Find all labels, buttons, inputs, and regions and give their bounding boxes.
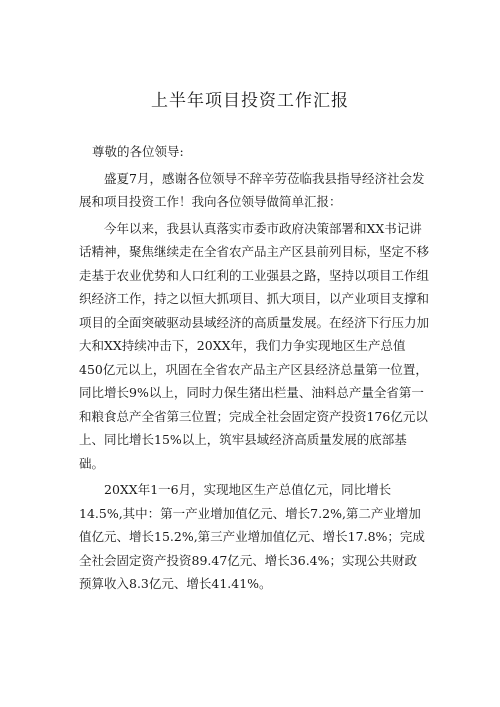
salutation: 尊敬的各位领导: <box>92 144 184 159</box>
document-body <box>79 140 429 596</box>
paragraph-overview: 今年以来，我县认真落实市委市政府决策部署和XX书记讲话精神，聚焦继续走在全省农产品主产区县前列目标，坚定不移走基于农业优势和人口红利的工业强县之路，坚持以项目工作组织经济工作，持之以恒大抓项目、抓大项目，以产业项目支撑和项目的全面突破驱动县域经济的高质量发展。在经济下行压力加大和XX持续冲击下，20XX年，我们力争实现地区生产总值450亿元以上，巩固在全省农产品主产区县经济总量第一位置，同比增长9%以上，同时力保生猪出栏量、油料总产量全省第一和粮食总产全省第三位置；完成全社会固定资产投资176亿元以上、同比增长15%以上，筑牢县域经济高质量发展的底部基础。 <box>79 220 430 471</box>
document-title: 上半年项目投资工作汇报 <box>151 91 349 111</box>
paragraph-intro: 盛夏7月，感谢各位领导不辞辛劳莅临我县指导经济社会发展和项目投资工作！我向各位领导做简单汇报： <box>79 170 425 209</box>
paragraph-statistics: 20XX年1一6月，实现地区生产总值亿元，同比增长14.5%,其中：第一产业增加值亿元、增长7.2%,第二产业增加值亿元、增长15.2%,第三产业增加值亿元、增长17.8%；完成全社会固定资产投资89.47亿元、增长36.4%；实现公共财政预算收入8.3亿元、增长41.41%。 <box>79 482 425 591</box>
